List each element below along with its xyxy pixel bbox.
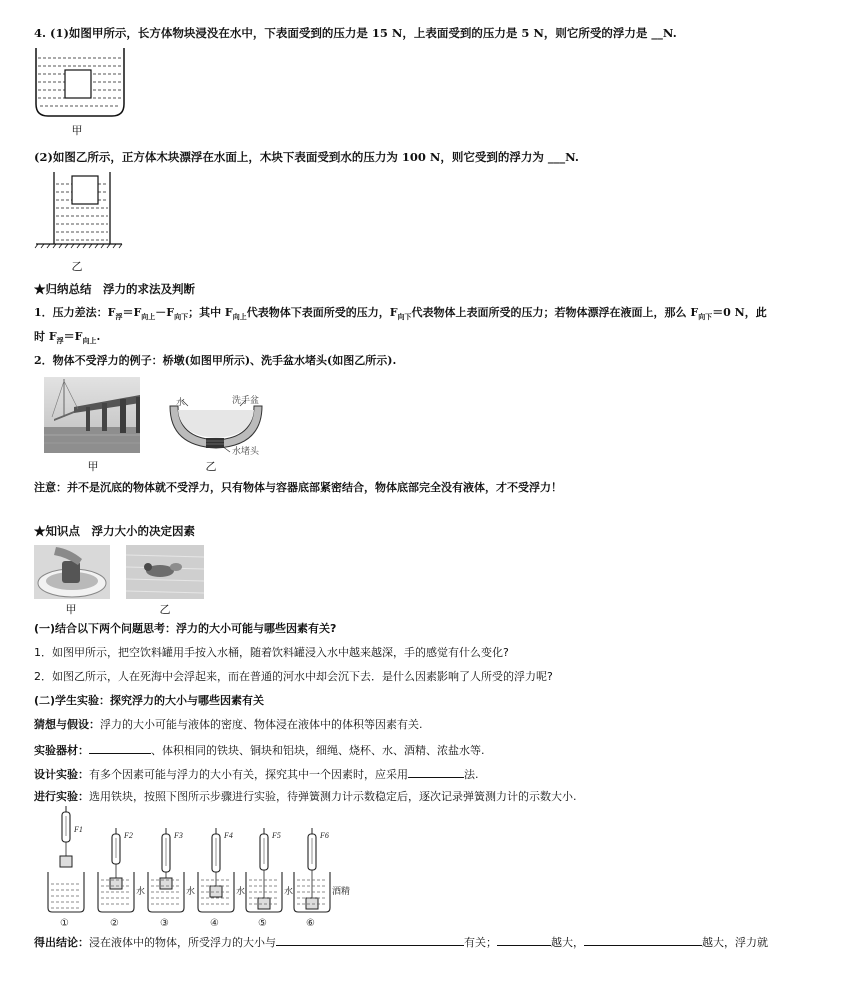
iron-block (306, 898, 318, 909)
step-number-5: ⑤ (258, 918, 267, 929)
iron-block (258, 898, 270, 909)
iron-block (210, 886, 222, 897)
conclusion-blank-1[interactable] (276, 933, 464, 946)
conclusion-blank-3[interactable] (584, 933, 702, 946)
liquid-label-6: 酒精 (332, 887, 350, 897)
summary-title: ★归纳总结 浮力的求法及判断 (34, 282, 195, 296)
step-number-3: ③ (160, 918, 169, 929)
force-label-6: F6 (320, 831, 329, 840)
summary-item-2: 2．物体不受浮力的例子：桥墩(如图甲所示)、洗手盆水堵头(如图乙所示). (34, 354, 397, 367)
equipment-line: 实验器材： 、体积相同的铁块、铜块和铝块，细绳、烧杯、水、酒精、浓盐水等. (34, 741, 485, 759)
bridge-pier-photo (44, 377, 140, 453)
figure-label-yi: 乙 (71, 260, 83, 273)
force-label-4: F4 (224, 831, 233, 840)
conclusion-line: 得出结论：浸在液体中的物体，所受浮力的大小与 有关； 越大， 越大，浮力就 (34, 933, 768, 951)
liquid-label-2: 水 (136, 887, 146, 897)
summary-item-1-cont: 时 $F_浮=F_{向上}$. (34, 330, 101, 346)
knowledge-title: ★知识点 浮力大小的决定因素 (34, 524, 195, 538)
hypothesis-line: 猜想与假设：浮力的大小可能与液体的密度、物体浸在液体中的体积等因素有关. (34, 718, 423, 731)
basin-name-label: 洗手盆 (232, 396, 260, 406)
step-number-4: ④ (210, 918, 219, 929)
liquid-label-3: 水 (186, 887, 196, 897)
q4-part2-text: (2)如图乙所示，正方体木块漂浮在水面上，木块下表面受到水的压力为 100 N，则它受到的浮力为 ___N. (34, 150, 579, 164)
step-number-6: ⑥ (306, 918, 315, 929)
summary-fig-label-jia: 甲 (87, 460, 99, 473)
force-label-2: F2 (124, 831, 133, 840)
summary-item-1: 1．压力差法：$F_浮=F_{向上}-F_{向下}$；其中 $F_{向上}$代表物体下表面所受的压力，$F_{向下}$代表物体上表面所受的压力；若物体漂浮在液面上，那么 $F_{向下}=0$ N，此 (34, 306, 767, 322)
part1-title: (一)结合以下两个问题思考：浮力的大小可能与哪些因素有关? (34, 622, 337, 635)
force-label-1: F1 (74, 825, 83, 834)
step-number-1: ① (60, 918, 69, 929)
part2-title: (二)学生实验：探究浮力的大小与哪些因素有关 (34, 694, 265, 707)
question-2: 2．如图乙所示，人在死海中会浮起来，而在普通的河水中却会沉下去．是什么因素影响了人所受的浮力呢? (34, 670, 553, 683)
figure-cuboid-in-water (34, 46, 126, 120)
question-1: 1．如图甲所示，把空饮料罐用手按入水桶，随着饮料罐浸入水中越来越深，手的感觉有什么变化? (34, 646, 509, 659)
can-in-bucket-photo (34, 545, 110, 599)
liquid-label-4: 水 (236, 887, 246, 897)
conclusion-blank-2[interactable] (497, 933, 551, 946)
q4-part1-text: 4. (1)如图甲所示，长方体物块浸没在水中，下表面受到的压力是 15 N，上表面受到的压力是 5 N，则它所受的浮力是 __N. (34, 26, 677, 40)
knowledge-fig-label-jia: 甲 (65, 603, 77, 616)
figure-label-jia: 甲 (71, 124, 83, 137)
basin-plug-label: 水堵头 (232, 447, 260, 457)
design-blank[interactable] (408, 765, 464, 778)
iron-block (60, 856, 72, 867)
force-label-3: F3 (174, 831, 183, 840)
knowledge-fig-label-yi: 乙 (159, 603, 171, 616)
spring-scale-experiment-diagram (30, 806, 350, 930)
force-label-5: F5 (272, 831, 281, 840)
beaker (48, 872, 84, 912)
summary-fig-label-yi: 乙 (205, 460, 217, 473)
figure-cube-floating (34, 170, 124, 250)
procedure-line: 进行实验：选用铁块，按照下图所示步骤进行实验，待弹簧测力计示数稳定后，逐次记录弹簧测力计的示数大小. (34, 790, 577, 803)
dead-sea-floating-photo (126, 545, 204, 599)
step-number-2: ② (110, 918, 119, 929)
liquid-label-5: 水 (284, 887, 294, 897)
basin-water-label: 水 (176, 398, 186, 408)
summary-note: 注意：并不是沉底的物体就不受浮力，只有物体与容器底部紧密结合，物体底部完全没有液体，才不受浮力！ (34, 481, 562, 494)
equipment-blank[interactable] (89, 741, 151, 754)
design-line: 设计实验：有多个因素可能与浮力的大小有关，探究其中一个因素时，应采用 法. (34, 765, 479, 783)
